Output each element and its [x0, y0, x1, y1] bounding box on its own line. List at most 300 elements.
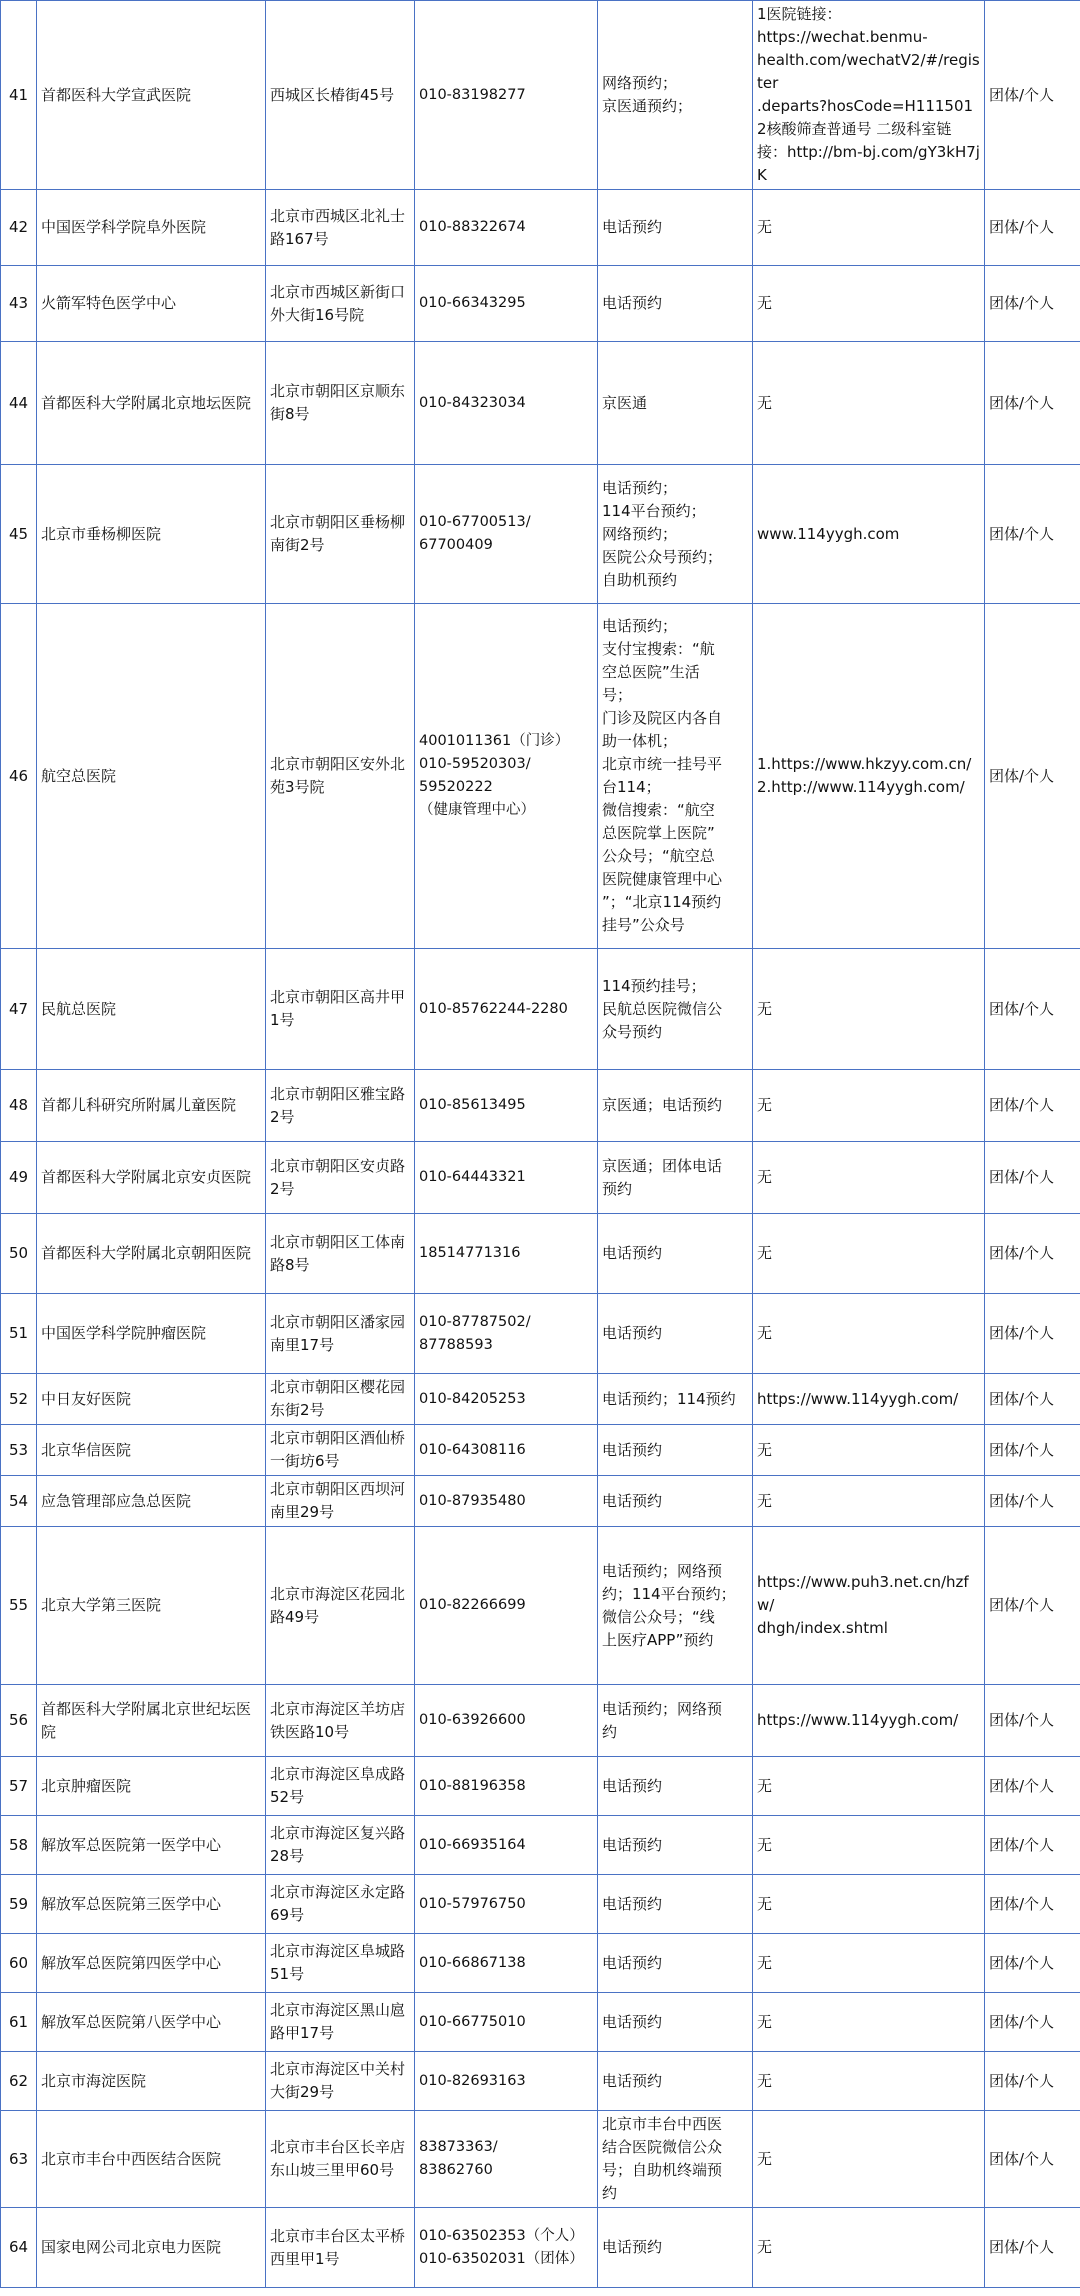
service-type-cell: 团体/个人 [985, 465, 1080, 604]
booking-link-cell [753, 1757, 985, 1816]
booking-link-line: 无 [757, 1776, 773, 1795]
booking-method-line: 自助机预约 [602, 570, 678, 589]
hospital-name-cell: 首都医科大学附属北京朝阳医院 [37, 1214, 266, 1294]
service-type-cell: 团体/个人 [985, 1294, 1080, 1374]
row-number-cell: 64 [1, 2208, 37, 2288]
row-number-cell: 48 [1, 1070, 37, 1142]
booking-method-line: 网络预约； [602, 524, 678, 543]
phone-cell [415, 1527, 598, 1685]
phone-line: 010-66775010 [419, 2013, 526, 2030]
address-cell: 北京市海淀区阜成路52号 [266, 1757, 415, 1816]
booking-method-line: 结合医院微信公众 [602, 2138, 723, 2156]
booking-method-line: 电话预约； [602, 617, 678, 635]
hospital-name-cell: 首都医科大学附属北京世纪坛医院 [37, 1685, 266, 1757]
booking-method-line: 北京市统一挂号平 [602, 755, 723, 773]
booking-link-line: https://www.114yygh.com/ [757, 1389, 959, 1408]
hospital-name-cell: 首都医科大学附属北京地坛医院 [37, 342, 266, 465]
booking-method-line: 号； [602, 686, 633, 704]
phone-line: 010-66867138 [419, 1954, 526, 1971]
hospital-name-cell: 中国医学科学院肿瘤医院 [37, 1294, 266, 1374]
booking-link-cell [753, 2111, 985, 2208]
service-type-cell: 团体/个人 [985, 1425, 1080, 1476]
row-number-cell: 60 [1, 1934, 37, 1993]
phone-line: 010-88322674 [419, 219, 526, 235]
service-type-cell: 团体/个人 [985, 2208, 1080, 2288]
hospital-name-cell: 首都医科大学附属北京安贞医院 [37, 1142, 266, 1214]
booking-link-cell [753, 1816, 985, 1875]
booking-method-cell [598, 1142, 753, 1214]
hospital-name-cell: 首都儿科研究所附属儿童医院 [37, 1070, 266, 1142]
booking-method-cell [598, 342, 753, 465]
booking-method-line: 京医通预约； [602, 97, 693, 115]
booking-method-cell [598, 1875, 753, 1934]
booking-method-line: 电话预约 [602, 1894, 663, 1913]
phone-cell [415, 1993, 598, 2052]
address-cell: 北京市海淀区黑山扈路甲17号 [266, 1993, 415, 2052]
table-row [1, 1, 1080, 190]
booking-method-cell [598, 949, 753, 1070]
service-type-cell: 团体/个人 [985, 1476, 1080, 1527]
phone-line: 87788593 [419, 1336, 493, 1353]
booking-method-line: 电话预约 [602, 294, 663, 312]
hospital-name-cell: 北京市丰台中西医结合医院 [37, 2111, 266, 2208]
address-cell: 北京市朝阳区京顺东街8号 [266, 342, 415, 465]
booking-link-line: 无 [757, 2012, 773, 2031]
service-type-cell: 团体/个人 [985, 1214, 1080, 1294]
booking-link-cell [753, 465, 985, 604]
booking-link-cell [753, 1934, 985, 1993]
booking-link-cell [753, 190, 985, 266]
phone-line: 010-64308116 [419, 1441, 526, 1458]
phone-line: 67700409 [419, 537, 493, 553]
phone-cell [415, 1374, 598, 1425]
booking-method-cell [598, 266, 753, 342]
phone-line: （健康管理中心） [419, 802, 535, 818]
booking-method-line: 北京市丰台中西医 [602, 2115, 723, 2133]
hospital-name-cell: 国家电网公司北京电力医院 [37, 2208, 266, 2288]
service-type-cell: 团体/个人 [985, 266, 1080, 342]
service-type-cell: 团体/个人 [985, 949, 1080, 1070]
phone-line: 010-57976750 [419, 1895, 526, 1912]
address-cell: 北京市朝阳区潘家园南里17号 [266, 1294, 415, 1374]
row-number-cell: 62 [1, 2052, 37, 2111]
booking-link-cell [753, 1875, 985, 1934]
booking-method-line: 电话预约；网络预 [602, 1699, 723, 1718]
hospital-name-cell: 解放军总医院第四医学中心 [37, 1934, 266, 1993]
booking-method-cell [598, 1374, 753, 1425]
booking-method-line: 助一体机； [602, 732, 678, 750]
booking-method-line: 京医通 [602, 393, 648, 412]
booking-method-line: 京医通；电话预约 [602, 1096, 723, 1114]
hospital-name-cell: 北京市垂杨柳医院 [37, 465, 266, 604]
address-cell: 北京市朝阳区工体南路8号 [266, 1214, 415, 1294]
hospital-name-cell: 火箭军特色医学中心 [37, 266, 266, 342]
row-number-cell: 56 [1, 1685, 37, 1757]
table-row [1, 1294, 1080, 1374]
booking-method-line: 114平台预约； [602, 501, 706, 520]
phone-line: 4001011361（门诊） [419, 733, 570, 749]
booking-link-line: 无 [757, 2238, 773, 2256]
booking-link-line: 无 [757, 1244, 773, 1262]
table-row [1, 1757, 1080, 1816]
phone-line: 010-63502031（团体） [419, 2250, 584, 2267]
booking-method-line: 微信搜索：“航空 [602, 801, 715, 819]
row-number-cell: 43 [1, 266, 37, 342]
booking-link-cell [753, 2208, 985, 2288]
booking-link-line: 无 [757, 999, 773, 1018]
address-cell: 北京市海淀区永定路69号 [266, 1875, 415, 1934]
booking-method-line: 医院公众号预约； [602, 547, 723, 566]
phone-cell [415, 342, 598, 465]
phone-cell [415, 465, 598, 604]
phone-cell [415, 1214, 598, 1294]
booking-method-cell [598, 1294, 753, 1374]
booking-method-line: 电话预约 [602, 2238, 663, 2256]
booking-link-cell [753, 1294, 985, 1374]
table-row [1, 1993, 1080, 2052]
booking-link-line: 1医院链接： [757, 5, 842, 23]
service-type-cell: 团体/个人 [985, 1527, 1080, 1685]
booking-link-line: 1.https://www.hkzyy.com.cn/ [757, 755, 972, 773]
service-type-cell: 团体/个人 [985, 1816, 1080, 1875]
phone-cell [415, 2208, 598, 2288]
table-row [1, 342, 1080, 465]
row-number-cell: 44 [1, 342, 37, 465]
booking-link-line: www.114yygh.com [757, 524, 900, 543]
booking-method-cell [598, 1685, 753, 1757]
booking-method-cell [598, 1070, 753, 1142]
booking-link-cell [753, 342, 985, 465]
booking-link-cell [753, 266, 985, 342]
booking-method-line: 约 [602, 1722, 618, 1741]
booking-link-line: .departs?hosCode=H111501 [757, 97, 974, 115]
booking-link-line: 无 [757, 1953, 773, 1972]
row-number-cell: 63 [1, 2111, 37, 2208]
address-cell: 北京市丰台区太平桥西里甲1号 [266, 2208, 415, 2288]
service-type-cell: 团体/个人 [985, 190, 1080, 266]
phone-line: 010-87935480 [419, 1492, 526, 1509]
row-number-cell: 59 [1, 1875, 37, 1934]
row-number-cell: 52 [1, 1374, 37, 1425]
phone-cell [415, 1934, 598, 1993]
table-body [1, 1, 1080, 2288]
booking-method-line: 电话预约；114预约 [602, 1389, 736, 1408]
hospital-name-cell: 解放军总医院第三医学中心 [37, 1875, 266, 1934]
booking-method-line: 门诊及院区内各自 [602, 709, 723, 727]
booking-method-line: 电话预约 [602, 1491, 663, 1510]
address-cell: 北京市西城区新街口外大街16号院 [266, 266, 415, 342]
booking-link-line: 无 [757, 1168, 773, 1186]
booking-link-line: 无 [757, 294, 773, 312]
service-type-cell: 团体/个人 [985, 604, 1080, 949]
phone-line: 010-66343295 [419, 295, 526, 311]
booking-method-cell [598, 1527, 753, 1685]
service-type-cell: 团体/个人 [985, 2052, 1080, 2111]
booking-method-line: 号；自助机终端预 [602, 2161, 723, 2179]
booking-method-line: 电话预约； [602, 478, 678, 497]
booking-method-line: 电话预约 [602, 2071, 663, 2090]
booking-method-line: 众号预约 [602, 1022, 663, 1041]
booking-method-line: 电话预约 [602, 1776, 663, 1795]
table-row [1, 604, 1080, 949]
booking-link-line: 无 [757, 393, 773, 412]
table-row [1, 2208, 1080, 2288]
booking-method-line: 电话预约 [602, 1835, 663, 1854]
booking-link-line: 无 [757, 2149, 773, 2168]
booking-method-line: 约；114平台预约； [602, 1584, 736, 1603]
booking-method-cell [598, 1816, 753, 1875]
booking-method-line: 公众号；“航空总 [602, 847, 715, 865]
row-number-cell: 49 [1, 1142, 37, 1214]
hospital-name-cell: 航空总医院 [37, 604, 266, 949]
phone-line: 83862760 [419, 2162, 493, 2178]
phone-cell [415, 949, 598, 1070]
booking-method-cell [598, 1425, 753, 1476]
booking-link-line: 接：http://bm-bj.com/gY3kH7jK [757, 143, 980, 184]
hospital-name-cell: 北京华信医院 [37, 1425, 266, 1476]
booking-method-line: 空总医院”生活 [602, 663, 700, 681]
booking-link-line: 2.http://www.114yygh.com/ [757, 778, 965, 796]
booking-link-line: 无 [757, 1894, 773, 1913]
hospital-name-cell: 北京市海淀医院 [37, 2052, 266, 2111]
booking-method-line: 总医院掌上医院” [602, 824, 715, 842]
booking-method-cell [598, 465, 753, 604]
booking-method-line: 电话预约 [602, 1440, 663, 1459]
phone-line: 010-85762244-2280 [419, 1000, 568, 1017]
service-type-cell: 团体/个人 [985, 1875, 1080, 1934]
row-number-cell: 61 [1, 1993, 37, 2052]
booking-link-line: 无 [757, 2071, 773, 2090]
phone-cell [415, 1, 598, 190]
booking-link-cell [753, 1527, 985, 1685]
address-cell: 北京市朝阳区高井甲1号 [266, 949, 415, 1070]
phone-cell [415, 1070, 598, 1142]
phone-line: 010-82693163 [419, 2072, 526, 2089]
phone-cell [415, 1816, 598, 1875]
hospital-name-cell: 首都医科大学宣武医院 [37, 1, 266, 190]
service-type-cell: 团体/个人 [985, 1070, 1080, 1142]
phone-cell [415, 1142, 598, 1214]
booking-method-cell [598, 1, 753, 190]
booking-method-cell [598, 190, 753, 266]
booking-method-line: 微信公众号；“线 [602, 1607, 715, 1626]
phone-cell [415, 2052, 598, 2111]
phone-cell [415, 1685, 598, 1757]
phone-line: 010-63926600 [419, 1712, 526, 1728]
booking-method-line: 民航总医院微信公 [602, 999, 723, 1018]
service-type-cell: 团体/个人 [985, 1142, 1080, 1214]
booking-method-cell [598, 2208, 753, 2288]
booking-method-cell [598, 2052, 753, 2111]
phone-cell [415, 1425, 598, 1476]
hospital-name-cell: 解放军总医院第一医学中心 [37, 1816, 266, 1875]
phone-line: 18514771316 [419, 1245, 521, 1261]
table-row [1, 2111, 1080, 2208]
phone-line: 010-82266699 [419, 1597, 526, 1613]
address-cell: 北京市海淀区复兴路28号 [266, 1816, 415, 1875]
phone-line: 010-84205253 [419, 1390, 526, 1407]
table-row [1, 465, 1080, 604]
booking-link-cell [753, 1070, 985, 1142]
table-row [1, 1685, 1080, 1757]
phone-line: 010-64443321 [419, 1169, 526, 1185]
row-number-cell: 53 [1, 1425, 37, 1476]
booking-method-line: 网络预约； [602, 74, 678, 92]
address-cell: 西城区长椿街45号 [266, 1, 415, 190]
phone-cell [415, 1757, 598, 1816]
row-number-cell: 55 [1, 1527, 37, 1685]
address-cell: 北京市朝阳区雅宝路2号 [266, 1070, 415, 1142]
booking-link-line: 无 [757, 1324, 773, 1342]
table-row [1, 1214, 1080, 1294]
phone-line: 010-83198277 [419, 86, 526, 103]
booking-method-cell [598, 604, 753, 949]
booking-method-line: 上医疗APP”预约 [602, 1630, 714, 1649]
booking-link-cell [753, 1685, 985, 1757]
service-type-cell: 团体/个人 [985, 1934, 1080, 1993]
booking-method-line: 电话预约 [602, 2012, 663, 2031]
hospital-name-cell: 北京肿瘤医院 [37, 1757, 266, 1816]
booking-method-line: 台114； [602, 778, 661, 796]
booking-method-line: 约 [602, 2184, 618, 2202]
address-cell: 北京市海淀区中关村大街29号 [266, 2052, 415, 2111]
phone-line: 010-66935164 [419, 1836, 526, 1853]
address-cell: 北京市朝阳区安贞路2号 [266, 1142, 415, 1214]
hospital-name-cell: 北京大学第三医院 [37, 1527, 266, 1685]
hospital-name-cell: 中国医学科学院阜外医院 [37, 190, 266, 266]
hospital-name-cell: 应急管理部应急总医院 [37, 1476, 266, 1527]
row-number-cell: 51 [1, 1294, 37, 1374]
phone-cell [415, 604, 598, 949]
booking-method-cell [598, 1757, 753, 1816]
row-number-cell: 41 [1, 1, 37, 190]
booking-link-line: 无 [757, 218, 773, 236]
table-row [1, 1425, 1080, 1476]
booking-link-line: 无 [757, 1835, 773, 1854]
booking-link-cell [753, 1374, 985, 1425]
address-cell: 北京市朝阳区垂杨柳南街2号 [266, 465, 415, 604]
service-type-cell: 团体/个人 [985, 1374, 1080, 1425]
phone-line: 010-85613495 [419, 1097, 526, 1113]
booking-link-cell [753, 604, 985, 949]
address-cell: 北京市朝阳区西坝河南里29号 [266, 1476, 415, 1527]
booking-link-line: https://www.puh3.net.cn/hzfw/ [757, 1573, 969, 1614]
table-row [1, 1527, 1080, 1685]
row-number-cell: 45 [1, 465, 37, 604]
booking-method-cell [598, 2111, 753, 2208]
booking-method-line: 电话预约；网络预 [602, 1561, 723, 1580]
address-cell: 北京市海淀区花园北路49号 [266, 1527, 415, 1685]
table-row [1, 266, 1080, 342]
address-cell: 北京市西城区北礼士路167号 [266, 190, 415, 266]
booking-method-line: ”；“北京114预约 [602, 893, 722, 911]
address-cell: 北京市丰台区长辛店东山坡三里甲60号 [266, 2111, 415, 2208]
booking-method-line: 电话预约 [602, 1324, 663, 1342]
booking-link-cell [753, 1142, 985, 1214]
phone-line: 010-63502353（个人） [419, 2227, 584, 2244]
table-row [1, 1374, 1080, 1425]
booking-method-line: 医院健康管理中心 [602, 870, 723, 888]
table-row [1, 1142, 1080, 1214]
booking-method-line: 电话预约 [602, 1244, 663, 1262]
booking-link-line: 无 [757, 1491, 773, 1510]
table-row [1, 2052, 1080, 2111]
phone-line: 010-88196358 [419, 1777, 526, 1794]
booking-link-line: dhgh/index.shtml [757, 1619, 888, 1637]
table-row [1, 1875, 1080, 1934]
row-number-cell: 58 [1, 1816, 37, 1875]
address-cell: 北京市海淀区阜城路51号 [266, 1934, 415, 1993]
service-type-cell: 团体/个人 [985, 2111, 1080, 2208]
phone-cell [415, 2111, 598, 2208]
address-cell: 北京市海淀区羊坊店铁医路10号 [266, 1685, 415, 1757]
booking-link-cell [753, 1425, 985, 1476]
table-row [1, 1816, 1080, 1875]
booking-method-line: 电话预约 [602, 218, 663, 236]
phone-line: 010-84323034 [419, 394, 526, 411]
table-row [1, 190, 1080, 266]
phone-line: 83873363/ [419, 2139, 498, 2155]
phone-line: 010-87787502/ [419, 1313, 531, 1330]
phone-cell [415, 1875, 598, 1934]
booking-method-line: 京医通；团体电话 [602, 1156, 723, 1175]
row-number-cell: 42 [1, 190, 37, 266]
booking-link-line: 2核酸筛查普通号 二级科室链 [757, 120, 952, 138]
booking-method-line: 114预约挂号； [602, 976, 706, 995]
booking-method-line: 挂号”公众号 [602, 916, 685, 934]
row-number-cell: 54 [1, 1476, 37, 1527]
booking-method-line: 电话预约 [602, 1953, 663, 1972]
service-type-cell: 团体/个人 [985, 1757, 1080, 1816]
booking-link-line: 无 [757, 1440, 773, 1459]
address-cell: 北京市朝阳区安外北苑3号院 [266, 604, 415, 949]
service-type-cell: 团体/个人 [985, 1, 1080, 190]
booking-link-line: https://wechat.benmu- [757, 28, 928, 46]
phone-line: 010-67700513/ [419, 514, 531, 530]
address-cell: 北京市朝阳区酒仙桥一街坊6号 [266, 1425, 415, 1476]
hospital-name-cell: 解放军总医院第八医学中心 [37, 1993, 266, 2052]
row-number-cell: 46 [1, 604, 37, 949]
booking-method-cell [598, 1993, 753, 2052]
phone-cell [415, 190, 598, 266]
table-row [1, 1934, 1080, 1993]
service-type-cell: 团体/个人 [985, 1993, 1080, 2052]
phone-cell [415, 1476, 598, 1527]
table-row [1, 1476, 1080, 1527]
booking-method-cell [598, 1934, 753, 1993]
booking-link-cell [753, 2052, 985, 2111]
service-type-cell: 团体/个人 [985, 1685, 1080, 1757]
booking-link-line: health.com/wechatV2/#/register [757, 51, 980, 92]
hospital-name-cell: 民航总医院 [37, 949, 266, 1070]
booking-link-cell [753, 1214, 985, 1294]
phone-line: 010-59520303/ [419, 756, 531, 772]
address-cell: 北京市朝阳区樱花园东街2号 [266, 1374, 415, 1425]
booking-method-line: 预约 [602, 1179, 633, 1198]
booking-link-line: 无 [757, 1096, 773, 1114]
row-number-cell: 57 [1, 1757, 37, 1816]
booking-method-cell [598, 1476, 753, 1527]
booking-method-cell [598, 1214, 753, 1294]
booking-link-line: https://www.114yygh.com/ [757, 1711, 959, 1729]
phone-line: 59520222 [419, 779, 493, 795]
booking-link-cell [753, 1476, 985, 1527]
phone-cell [415, 1294, 598, 1374]
service-type-cell: 团体/个人 [985, 342, 1080, 465]
row-number-cell: 47 [1, 949, 37, 1070]
table-row [1, 1070, 1080, 1142]
booking-link-cell [753, 949, 985, 1070]
